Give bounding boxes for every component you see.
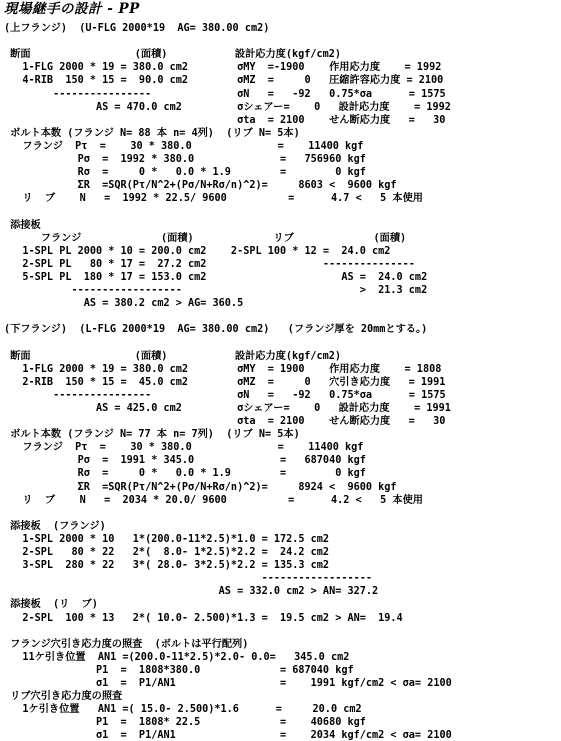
calc-line: (下フランジ) (L-FLG 2000*19 AG= 380.00 cm2) (フランジ厚を 20mmとする。) bbox=[4, 324, 428, 336]
calc-line: (上フランジ) (U-FLG 2000*19 AG= 380.00 cm2) bbox=[4, 23, 270, 34]
calc-line: 添接板 (リ ブ) bbox=[4, 599, 98, 611]
calc-line: ΣR =SQR(Pτ/N^2+(Pσ/N+Rσ/n)^2)= 8924 < 9600 kgf bbox=[4, 481, 397, 493]
calc-line: ΣR =SQR(Pτ/N^2+(Pσ/N+Rσ/n)^2)= 8603 < 9600 kgf bbox=[4, 180, 397, 192]
calc-line: P1 = 1808*380.0 = 687040 kgf bbox=[4, 664, 354, 676]
calc-line: 断面 (面積) 設計応力度(kgf/cm2) bbox=[4, 49, 342, 61]
calc-line: ---------------- σN = -92 0.75*σa = 1575 bbox=[4, 389, 446, 401]
calc-line: 添接板 bbox=[4, 219, 41, 231]
calc-line: リブ穴引き応力度の照査 bbox=[4, 691, 123, 703]
page-title: 現場継手の設計 - PP bbox=[4, 1, 140, 17]
calc-line: リ ブ N = 1992 * 22.5/ 9600 = 4.7 < 5 本使用 bbox=[4, 193, 423, 205]
calc-line: 11ケ引き位置 AN1 =(200.0-11*2.5)*2.0- 0.0= 345.0 cm2 bbox=[4, 651, 350, 663]
calc-line: フランジ (面積) リブ (面積) bbox=[4, 232, 407, 244]
calc-line bbox=[4, 507, 556, 521]
calc-line bbox=[4, 310, 556, 324]
calc-line: σta = 2100 せん断応力度 = 30 bbox=[4, 114, 446, 126]
calc-line: 1-FLG 2000 * 19 = 380.0 cm2 σMY =-1900 作用応力度 = 1992 bbox=[4, 62, 442, 74]
calc-line: ボルト本数 (フランジ N= 77 本 n= 7列) (リブ N= 5本) bbox=[4, 429, 300, 441]
calc-line: 2-RIB 150 * 15 = 45.0 cm2 σMZ = 0 穴引き応力度 = 1991 bbox=[4, 376, 446, 388]
calc-line bbox=[4, 205, 556, 219]
calc-line: σta = 2100 せん断応力度 = 30 bbox=[4, 416, 446, 427]
calc-line: フランジ Pτ = 30 * 380.0 = 11400 kgf bbox=[4, 442, 364, 454]
calc-line: フランジ穴引き応力度の照査 (ボルトは平行配列) bbox=[4, 638, 249, 650]
calc-line bbox=[4, 625, 556, 639]
calc-line: フランジ Pτ = 30 * 380.0 = 11400 kgf bbox=[4, 140, 364, 152]
calc-line: 2-SPL 80 * 22 2*( 8.0- 1*2.5)*2.2 = 24.2 cm2 bbox=[4, 547, 330, 558]
calc-line: σ1 = P1/AN1 = 1991 kgf/cm2 < σa= 2100 bbox=[4, 678, 452, 689]
calc-line: 断面 (面積) 設計応力度(kgf/cm2) bbox=[4, 350, 342, 362]
calc-line bbox=[4, 35, 556, 49]
calc-line: Rσ = 0 * 0.0 * 1.9 = 0 kgf bbox=[4, 468, 366, 480]
calc-line: 5-SPL PL 180 * 17 = 153.0 cm2 AS = 24.0 cm2 bbox=[4, 271, 428, 283]
calc-line: AS = 425.0 cm2 σシェアー= 0 設計応力度 = 1991 bbox=[4, 402, 451, 414]
calc-line: ------------------ bbox=[4, 573, 373, 585]
calc-line: 1-FLG 2000 * 19 = 380.0 cm2 σMY = 1900 作用応力度 = 1808 bbox=[4, 363, 442, 375]
calc-line: σ1 = P1/AN1 = 2034 kgf/cm2 < σa= 2100 bbox=[4, 730, 452, 741]
calc-line: 2-SPL PL 80 * 17 = 27.2 cm2 --------------- bbox=[4, 258, 415, 270]
calc-line: AS = 470.0 cm2 σシェアー= 0 設計応力度 = 1992 bbox=[4, 101, 451, 113]
calc-line: ------------------ > 21.3 cm2 bbox=[4, 285, 428, 296]
calc-line: 1ケ引き位置 AN1 =( 15.0- 2.500)*1.6 = 20.0 cm2 bbox=[4, 704, 362, 716]
calc-line: 4-RIB 150 * 15 = 90.0 cm2 σMZ = 0 圧縮許容応力度 = 2100 bbox=[4, 75, 444, 87]
calc-line: P1 = 1808* 22.5 = 40680 kgf bbox=[4, 717, 366, 729]
calc-line: 2-SPL 100 * 13 2*( 10.0- 2.500)*1.3 = 19.5 cm2 > AN= 19.4 bbox=[4, 612, 403, 624]
calc-line: AS = 380.2 cm2 > AG= 360.5 bbox=[4, 298, 244, 310]
calc-line bbox=[4, 336, 556, 350]
calc-line: Pσ = 1992 * 380.0 = 756960 kgf bbox=[4, 154, 366, 165]
calc-line: Rσ = 0 * 0.0 * 1.9 = 0 kgf bbox=[4, 167, 366, 179]
calc-line: 1-SPL 2000 * 10 1*(200.0-11*2.5)*1.0 = 172.5 cm2 bbox=[4, 533, 330, 545]
calc-line: AS = 332.0 cm2 > AN= 327.2 bbox=[4, 586, 379, 598]
calc-line: リ ブ N = 2034 * 20.0/ 9600 = 4.2 < 5 本使用 bbox=[4, 494, 423, 506]
calc-line: 1-SPL PL 2000 * 10 = 200.0 cm2 2-SPL 100 * 12 = 24.0 cm2 bbox=[4, 245, 391, 257]
calc-line: ボルト本数 (フランジ N= 88 本 n= 4列) (リブ N= 5本) bbox=[4, 127, 300, 139]
calc-line: Pσ = 1991 * 345.0 = 687040 kgf bbox=[4, 455, 366, 467]
calc-line: ---------------- σN = -92 0.75*σa = 1575 bbox=[4, 88, 446, 100]
calc-line: 添接板 (フランジ) bbox=[4, 520, 106, 532]
calc-line: 3-SPL 280 * 22 3*( 28.0- 3*2.5)*2.2 = 135.3 cm2 bbox=[4, 560, 330, 572]
